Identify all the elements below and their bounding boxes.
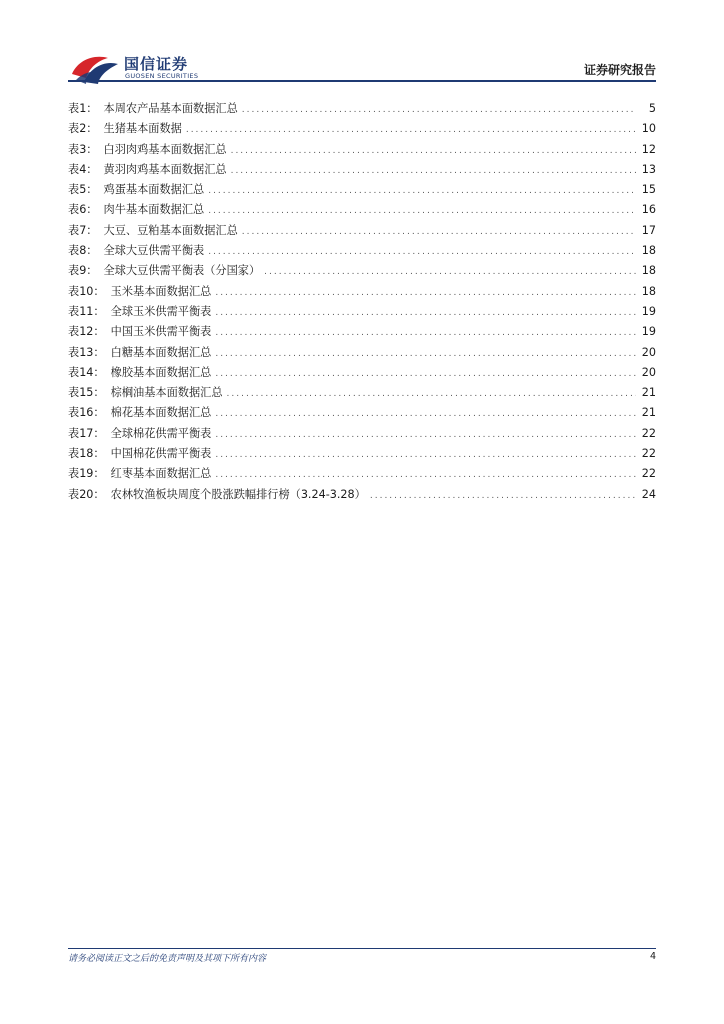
toc-row[interactable] bbox=[68, 445, 656, 465]
toc-leader bbox=[242, 227, 636, 237]
toc-label: 表17： bbox=[68, 426, 105, 440]
toc-row[interactable] bbox=[68, 242, 656, 262]
toc-leader bbox=[264, 267, 636, 277]
toc-title: 本周农产品基本面数据汇总 bbox=[103, 102, 238, 115]
report-type: 证券研究报告 bbox=[583, 63, 656, 77]
toc-row[interactable] bbox=[68, 486, 656, 506]
toc-label: 表9： bbox=[68, 264, 98, 278]
toc-label: 表1： bbox=[68, 102, 98, 115]
toc-label: 表13： bbox=[68, 345, 105, 359]
toc-label: 表7： bbox=[68, 223, 98, 237]
toc-page: 20 bbox=[641, 365, 656, 379]
toc-page: 19 bbox=[641, 304, 656, 318]
toc-label: 表20： bbox=[68, 487, 105, 501]
toc-leader bbox=[215, 349, 636, 359]
toc-row[interactable] bbox=[68, 344, 656, 364]
toc-title: 白糖基本面数据汇总 bbox=[110, 345, 212, 359]
toc-leader bbox=[242, 105, 636, 115]
toc-title: 黄羽肉鸡基本面数据汇总 bbox=[103, 162, 227, 176]
toc-title: 棕榈油基本面数据汇总 bbox=[110, 386, 223, 400]
toc-leader bbox=[215, 328, 636, 338]
toc-title: 中国玉米供需平衡表 bbox=[110, 325, 212, 339]
toc-page: 19 bbox=[641, 325, 656, 339]
toc-page: 5 bbox=[648, 102, 656, 115]
logo-chinese-text: 国信证券 bbox=[124, 55, 189, 73]
toc-page: 13 bbox=[641, 162, 656, 176]
toc-leader bbox=[215, 450, 636, 460]
toc-label: 表4： bbox=[68, 162, 98, 176]
footer-divider bbox=[68, 948, 656, 949]
toc-leader bbox=[215, 430, 636, 440]
toc-row[interactable] bbox=[68, 181, 656, 201]
toc-row[interactable] bbox=[68, 222, 656, 242]
header-divider bbox=[68, 80, 656, 82]
toc-title: 白羽肉鸡基本面数据汇总 bbox=[103, 142, 227, 156]
toc-leader bbox=[215, 369, 636, 379]
toc-page: 18 bbox=[641, 244, 656, 258]
toc-row[interactable] bbox=[68, 425, 656, 445]
toc-page: 16 bbox=[641, 203, 656, 217]
toc-page: 22 bbox=[641, 467, 656, 481]
table-of-contents bbox=[68, 100, 656, 506]
toc-leader bbox=[227, 389, 636, 399]
toc-leader bbox=[208, 247, 636, 257]
toc-row[interactable] bbox=[68, 120, 656, 140]
toc-title: 红枣基本面数据汇总 bbox=[110, 467, 212, 481]
page-header bbox=[0, 0, 724, 90]
toc-row[interactable] bbox=[68, 384, 656, 404]
toc-leader bbox=[215, 409, 636, 419]
toc-title: 全球玉米供需平衡表 bbox=[110, 304, 212, 318]
toc-page: 18 bbox=[641, 264, 656, 278]
toc-page: 15 bbox=[641, 183, 656, 197]
toc-page: 21 bbox=[641, 386, 656, 400]
toc-page: 18 bbox=[641, 284, 656, 298]
toc-row[interactable] bbox=[68, 303, 656, 323]
toc-label: 表18： bbox=[68, 447, 105, 461]
toc-title: 全球棉花供需平衡表 bbox=[110, 426, 212, 440]
toc-title: 大豆、豆粕基本面数据汇总 bbox=[103, 223, 238, 237]
toc-row[interactable] bbox=[68, 283, 656, 303]
toc-leader bbox=[208, 206, 636, 216]
toc-leader bbox=[370, 491, 636, 501]
toc-label: 表11： bbox=[68, 304, 105, 318]
toc-label: 表10： bbox=[68, 284, 105, 298]
toc-title: 中国棉花供需平衡表 bbox=[110, 447, 212, 461]
toc-label: 表14： bbox=[68, 365, 105, 379]
toc-page: 24 bbox=[641, 487, 656, 501]
toc-label: 表2： bbox=[68, 122, 98, 136]
toc-page: 10 bbox=[641, 122, 656, 136]
toc-row[interactable] bbox=[68, 404, 656, 424]
toc-leader bbox=[231, 166, 636, 176]
toc-row[interactable] bbox=[68, 141, 656, 161]
toc-row[interactable] bbox=[68, 262, 656, 282]
toc-label: 表8： bbox=[68, 244, 98, 258]
toc-row[interactable] bbox=[68, 465, 656, 485]
toc-leader bbox=[215, 308, 636, 318]
toc-page: 12 bbox=[641, 142, 656, 156]
toc-page: 22 bbox=[641, 426, 656, 440]
toc-label: 表16： bbox=[68, 406, 105, 420]
toc-row[interactable] bbox=[68, 201, 656, 221]
footer-disclaimer: 请务必阅读正文之后的免责声明及其项下所有内容 bbox=[68, 954, 267, 964]
toc-page: 22 bbox=[641, 447, 656, 461]
toc-label: 表5： bbox=[68, 183, 98, 197]
toc-label: 表3： bbox=[68, 142, 98, 156]
toc-leader bbox=[215, 288, 636, 298]
toc-label: 表6： bbox=[68, 203, 98, 217]
toc-leader bbox=[186, 125, 636, 135]
toc-leader bbox=[215, 470, 636, 480]
toc-title: 玉米基本面数据汇总 bbox=[110, 284, 212, 298]
toc-title: 农林牧渔板块周度个股涨跌幅排行榜（3.24-3.28） bbox=[110, 487, 366, 501]
toc-row[interactable] bbox=[68, 364, 656, 384]
toc-row[interactable] bbox=[68, 323, 656, 343]
toc-page: 20 bbox=[641, 345, 656, 359]
toc-row[interactable] bbox=[68, 100, 656, 120]
toc-title: 橡胶基本面数据汇总 bbox=[110, 365, 212, 379]
page-number: 4 bbox=[649, 951, 656, 962]
toc-leader bbox=[208, 186, 636, 196]
toc-title: 生猪基本面数据 bbox=[103, 122, 182, 136]
toc-leader bbox=[231, 146, 636, 156]
toc-label: 表19： bbox=[68, 467, 105, 481]
toc-title: 棉花基本面数据汇总 bbox=[110, 406, 212, 420]
toc-row[interactable] bbox=[68, 161, 656, 181]
toc-page: 21 bbox=[641, 406, 656, 420]
toc-label: 表12： bbox=[68, 325, 105, 339]
toc-title: 全球大豆供需平衡表 bbox=[103, 244, 205, 258]
toc-page: 17 bbox=[641, 223, 656, 237]
toc-title: 全球大豆供需平衡表（分国家） bbox=[103, 264, 261, 278]
toc-title: 鸡蛋基本面数据汇总 bbox=[103, 183, 205, 197]
toc-title: 肉牛基本面数据汇总 bbox=[103, 203, 205, 217]
logo-english-text: GUOSEN SECURITIES bbox=[125, 72, 199, 80]
toc-label: 表15： bbox=[68, 386, 105, 400]
